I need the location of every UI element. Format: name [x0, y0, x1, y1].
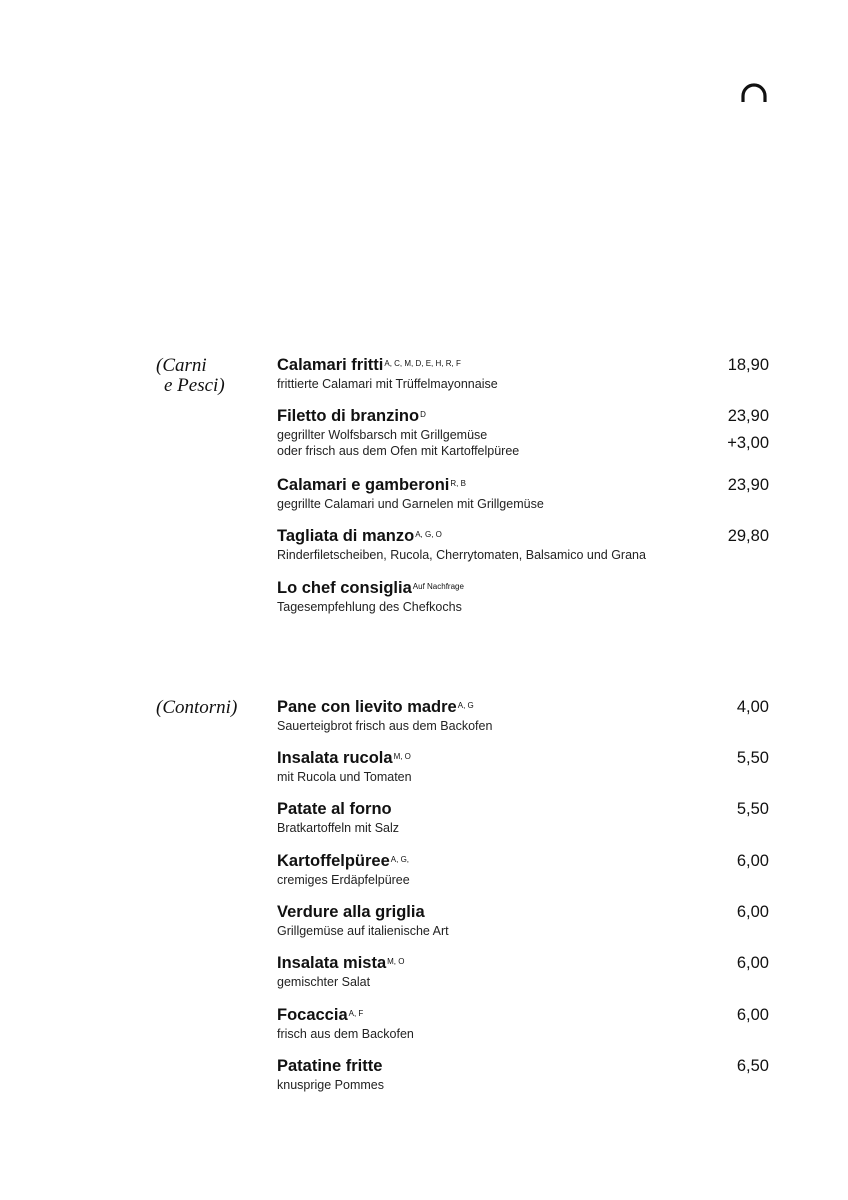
section-title-line2: e Pesci): [164, 375, 225, 396]
dish-name: Patate al forno: [277, 800, 392, 818]
dish-description: Sauerteigbrot frisch aus dem Backofen: [277, 719, 493, 733]
dish-name: Filetto di branzino$^D$: [277, 407, 426, 425]
section-title: [156, 356, 256, 396]
dish-description: gegrillter Wolfsbarsch mit Grillgemüse: [277, 428, 488, 442]
menu-item: [277, 903, 769, 939]
arch-logo-icon: [740, 82, 768, 104]
allergen-codes: M, O: [393, 752, 411, 761]
dish-description: frisch aus dem Backofen: [277, 1027, 414, 1041]
menu-item: [277, 800, 769, 836]
dish-description-alt: oder frisch aus dem Ofen mit Kartoffelpüree: [277, 444, 520, 458]
allergen-codes: A, G: [457, 701, 474, 710]
dish-description: gemischter Salat: [277, 975, 371, 989]
dish-description: frittierte Calamari mit Trüffelmayonnaise: [277, 377, 498, 391]
allergen-codes: M, O: [387, 957, 405, 966]
menu-item: [277, 698, 769, 734]
dish-name: Tagliata di manzo$^{A, G, O}$: [277, 527, 442, 545]
allergen-codes: A, G,: [390, 855, 410, 864]
dish-price-extra: +3,00: [727, 434, 769, 452]
dish-name: Calamari fritti$^{A, C, M, D, E, H, R, F}$: [277, 356, 461, 374]
menu-item: [277, 527, 769, 563]
dish-price: 4,00: [736, 698, 769, 716]
dish-name: Pane con lievito madre$^{A, G}$: [277, 698, 474, 716]
dish-price: 5,50: [736, 800, 769, 818]
dish-price: 6,00: [736, 1006, 769, 1024]
dish-name: Lo chef consiglia$^{Auf Nachfrage}$: [277, 579, 464, 597]
allergen-codes: A, G, O: [415, 530, 442, 539]
dish-description: knusprige Pommes: [277, 1078, 384, 1092]
menu-item: [277, 356, 769, 392]
dish-description: Tagesempfehlung des Chefkochs: [277, 600, 462, 614]
dish-description: mit Rucola und Tomaten: [277, 770, 412, 784]
dish-price: 18,90: [727, 356, 769, 374]
menu-item: [277, 852, 769, 888]
dish-name: Patatine fritte: [277, 1057, 383, 1075]
dish-price: 6,00: [736, 852, 769, 870]
dish-price: 23,90: [727, 476, 769, 494]
dish-price: 29,80: [727, 527, 769, 545]
menu-item: [277, 1006, 769, 1042]
allergen-codes: A, C, M, D, E, H, R, F: [384, 359, 461, 368]
menu-item: [277, 1057, 769, 1093]
dish-name: Calamari e gamberoni$^{R, B}$: [277, 476, 466, 494]
menu-item: [277, 579, 769, 615]
dish-price: 5,50: [736, 749, 769, 767]
dish-description: gegrillte Calamari und Garnelen mit Grillgemüse: [277, 497, 544, 511]
allergen-codes: R, B: [450, 479, 466, 488]
menu-item: [277, 476, 769, 512]
dish-name: Kartoffelpüree$^{A, G,}$: [277, 852, 410, 870]
dish-description: Grillgemüse auf italienische Art: [277, 924, 449, 938]
section-title-line1: (Contorni): [156, 697, 238, 718]
allergen-codes: A, F: [348, 1009, 364, 1018]
dish-name: Verdure alla griglia: [277, 903, 425, 921]
dish-price: 6,00: [736, 903, 769, 921]
dish-price: 6,00: [736, 954, 769, 972]
menu-item: [277, 954, 769, 990]
dish-name: Insalata mista$^{M, O}$: [277, 954, 405, 972]
allergen-codes: Auf Nachfrage: [412, 582, 464, 591]
menu-item: [277, 407, 769, 459]
section-title: [156, 698, 256, 718]
dish-price: 6,50: [736, 1057, 769, 1075]
dish-description: Rinderfiletscheiben, Rucola, Cherrytomaten, Balsamico und Grana: [277, 548, 646, 562]
dish-price: 23,90: [727, 407, 769, 425]
menu-item: [277, 749, 769, 785]
dish-name: Focaccia$^{A, F}$: [277, 1006, 364, 1024]
section-title-line1: (Carni: [156, 355, 207, 376]
dish-description: cremiges Erdäpfelpüree: [277, 873, 410, 887]
allergen-codes: D: [420, 410, 426, 419]
dish-name: Insalata rucola$^{M, O}$: [277, 749, 411, 767]
dish-description: Bratkartoffeln mit Salz: [277, 821, 400, 835]
